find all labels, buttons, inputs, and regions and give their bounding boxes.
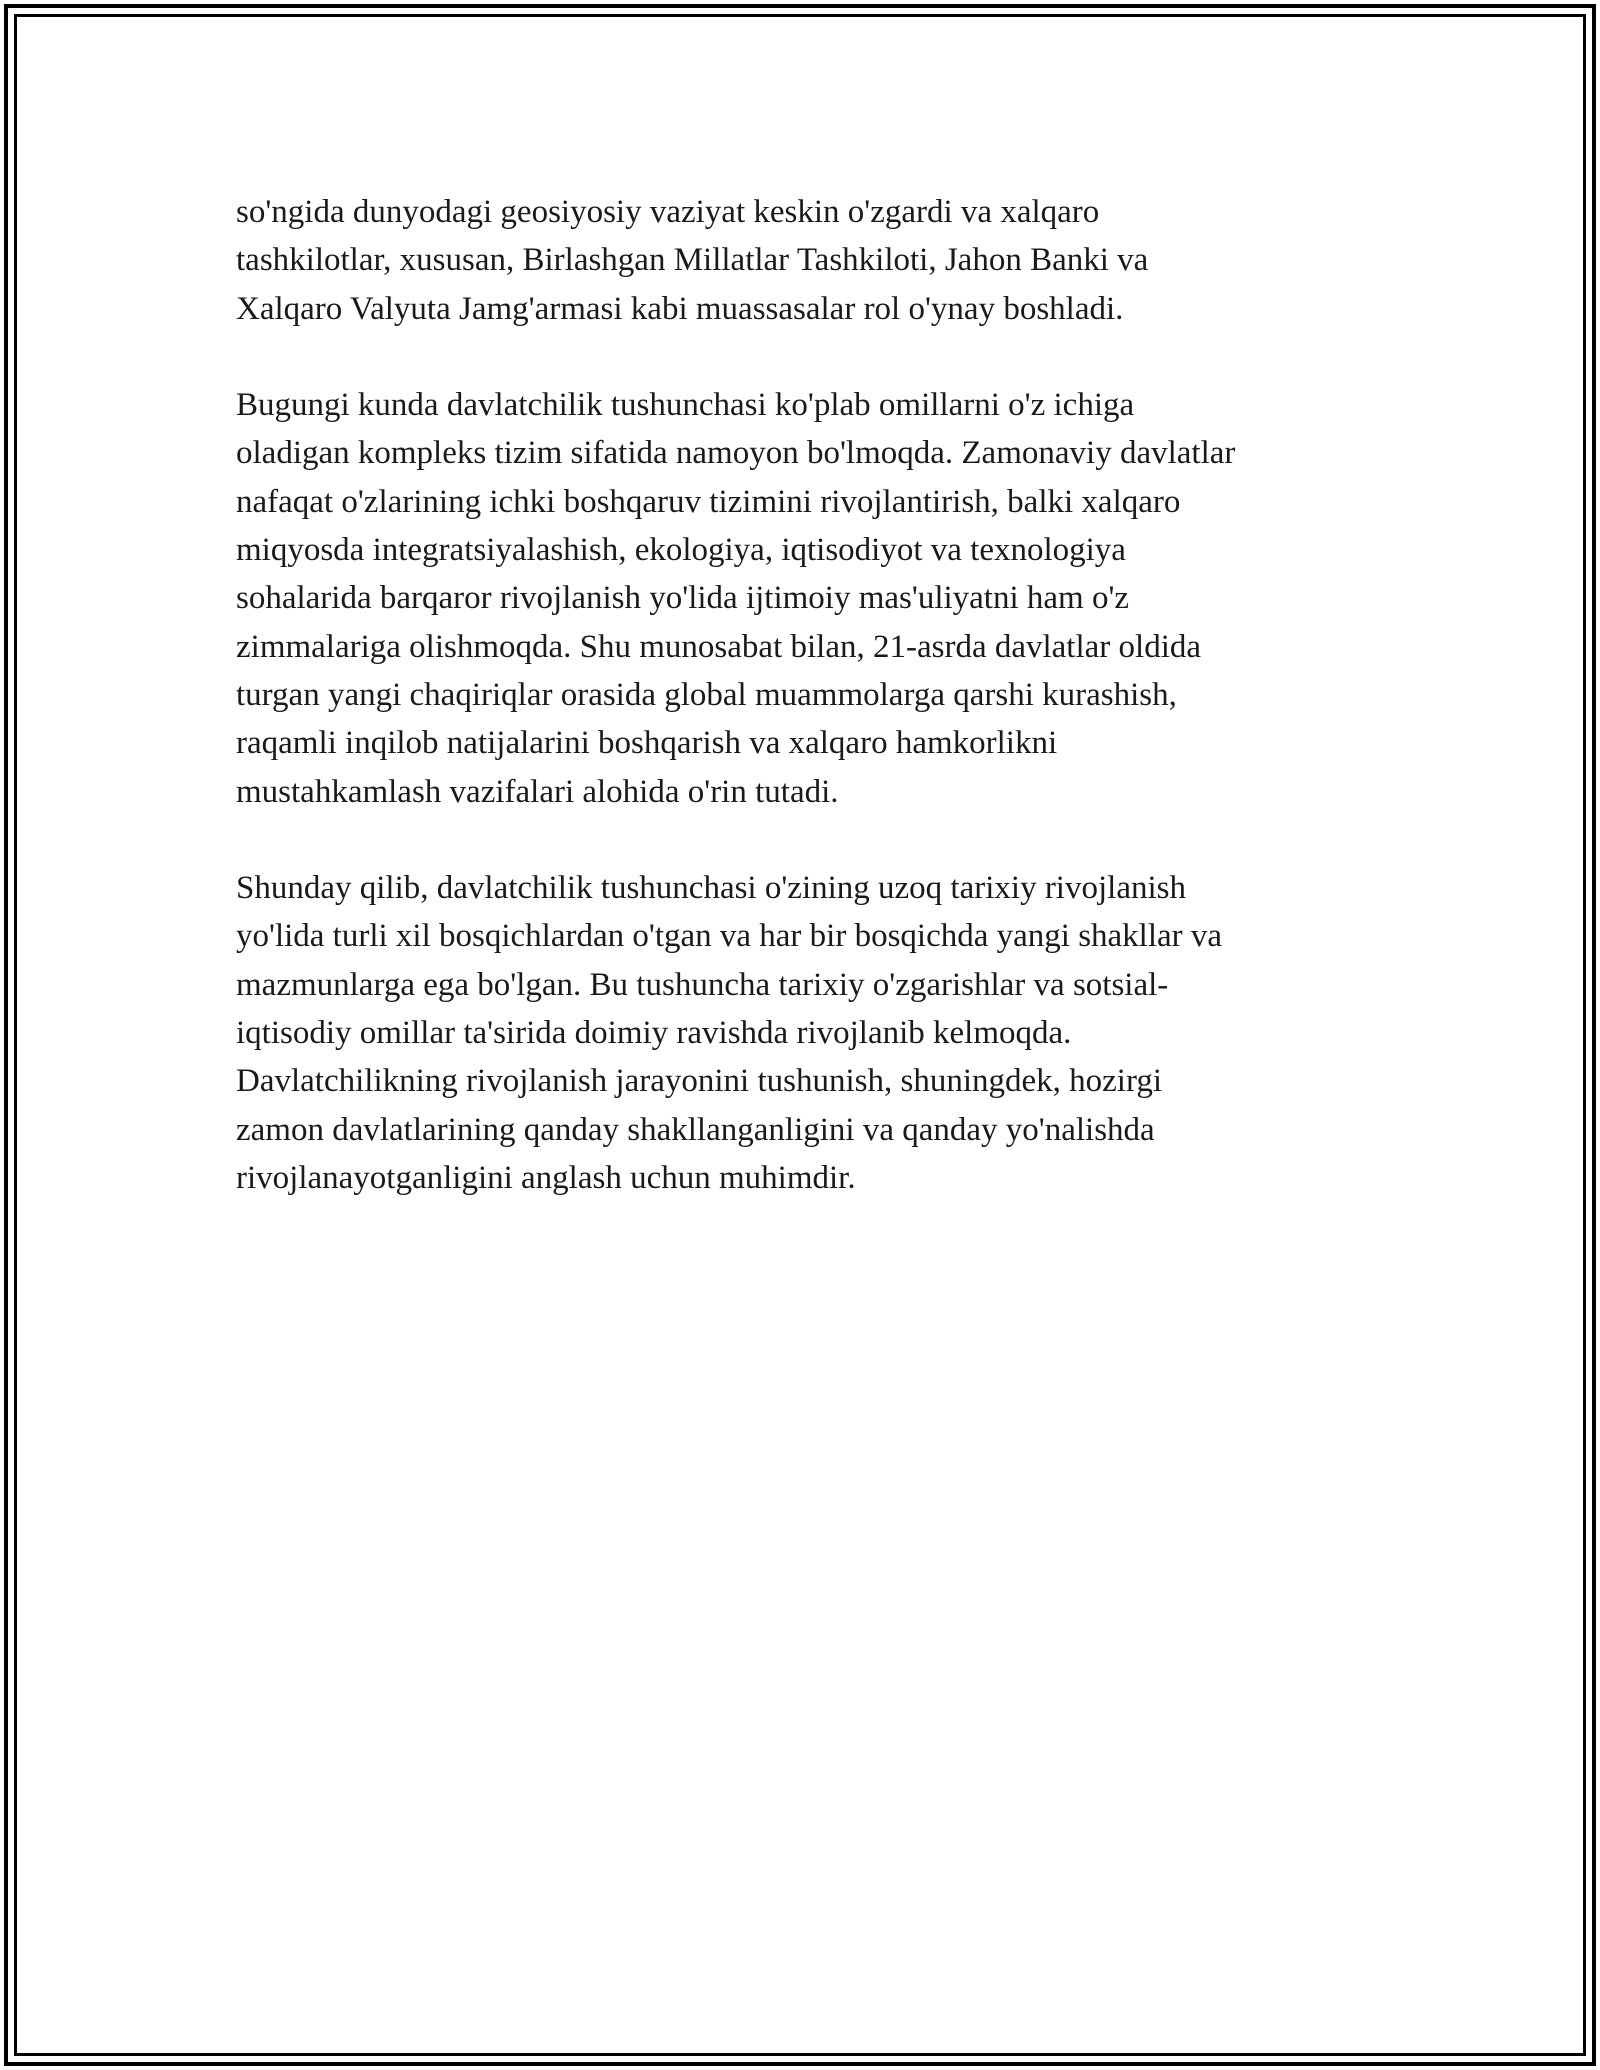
paragraph-2 xyxy=(236,381,1386,816)
text-line: Shunday qilib, davlatchilik tushunchasi o'zining uzoq tarixiy rivojlanish xyxy=(236,870,1186,907)
text-line: tashkilotlar, xususan, Birlashgan Millatlar Tashkiloti, Jahon Banki va xyxy=(236,242,1149,279)
text-line: mazmunlarga ega bo'lgan. Bu tushuncha tarixiy o'zgarishlar va sotsial- xyxy=(236,966,1169,1003)
paragraph-1 xyxy=(236,188,1386,333)
text-line: zimmalariga olishmoqda. Shu munosabat bilan, 21-asrda davlatlar oldida xyxy=(236,628,1202,665)
text-line: mustahkamlash vazifalari alohida o'rin tutadi. xyxy=(236,773,839,810)
text-line: turgan yangi chaqiriqlar orasida global muammolarga qarshi kurashish, xyxy=(236,676,1177,713)
text-line: so'ngida dunyodagi geosiyosiy vaziyat keskin o'zgardi va xalqaro xyxy=(236,194,1100,230)
text-line: raqamli inqilob natijalarini boshqarish va xalqaro hamkorlikni xyxy=(236,725,1058,762)
text-line: Davlatchilikning rivojlanish jarayonini tushunish, shuningdek, hozirgi xyxy=(236,1063,1163,1100)
paragraph-3 xyxy=(236,864,1386,1202)
text-line: yo'lida turli xil bosqichlardan o'tgan va har bir bosqichda yangi shakllar va xyxy=(236,918,1223,955)
text-line: sohalarida barqaror rivojlanish yo'lida ijtimoiy mas'uliyatni ham o'z xyxy=(236,580,1130,617)
text-line: Xalqaro Valyuta Jamg'armasi kabi muassasalar rol o'ynay boshladi. xyxy=(236,290,1124,327)
text-line: nafaqat o'zlarining ichki boshqaruv tizimini rivojlantirish, balki xalqaro xyxy=(236,483,1181,520)
text-line: oladigan kompleks tizim sifatida namoyon bo'lmoqda. Zamonaviy davlatlar xyxy=(236,435,1236,472)
text-line: rivojlanayotganligini anglash uchun muhimdir. xyxy=(236,1159,856,1196)
document-body xyxy=(236,188,1386,1202)
text-line: miqyosda integratsiyalashish, ekologiya, iqtisodiyot va texnologiya xyxy=(236,532,1126,569)
text-line: Bugungi kunda davlatchilik tushunchasi ko'plab omillarni o'z ichiga xyxy=(236,387,1135,424)
text-line: iqtisodiy omillar ta'sirida doimiy ravishda rivojlanib kelmoqda. xyxy=(236,1015,1072,1052)
text-line: zamon davlatlarining qanday shakllanganligini va qanday yo'nalishda xyxy=(236,1111,1155,1148)
